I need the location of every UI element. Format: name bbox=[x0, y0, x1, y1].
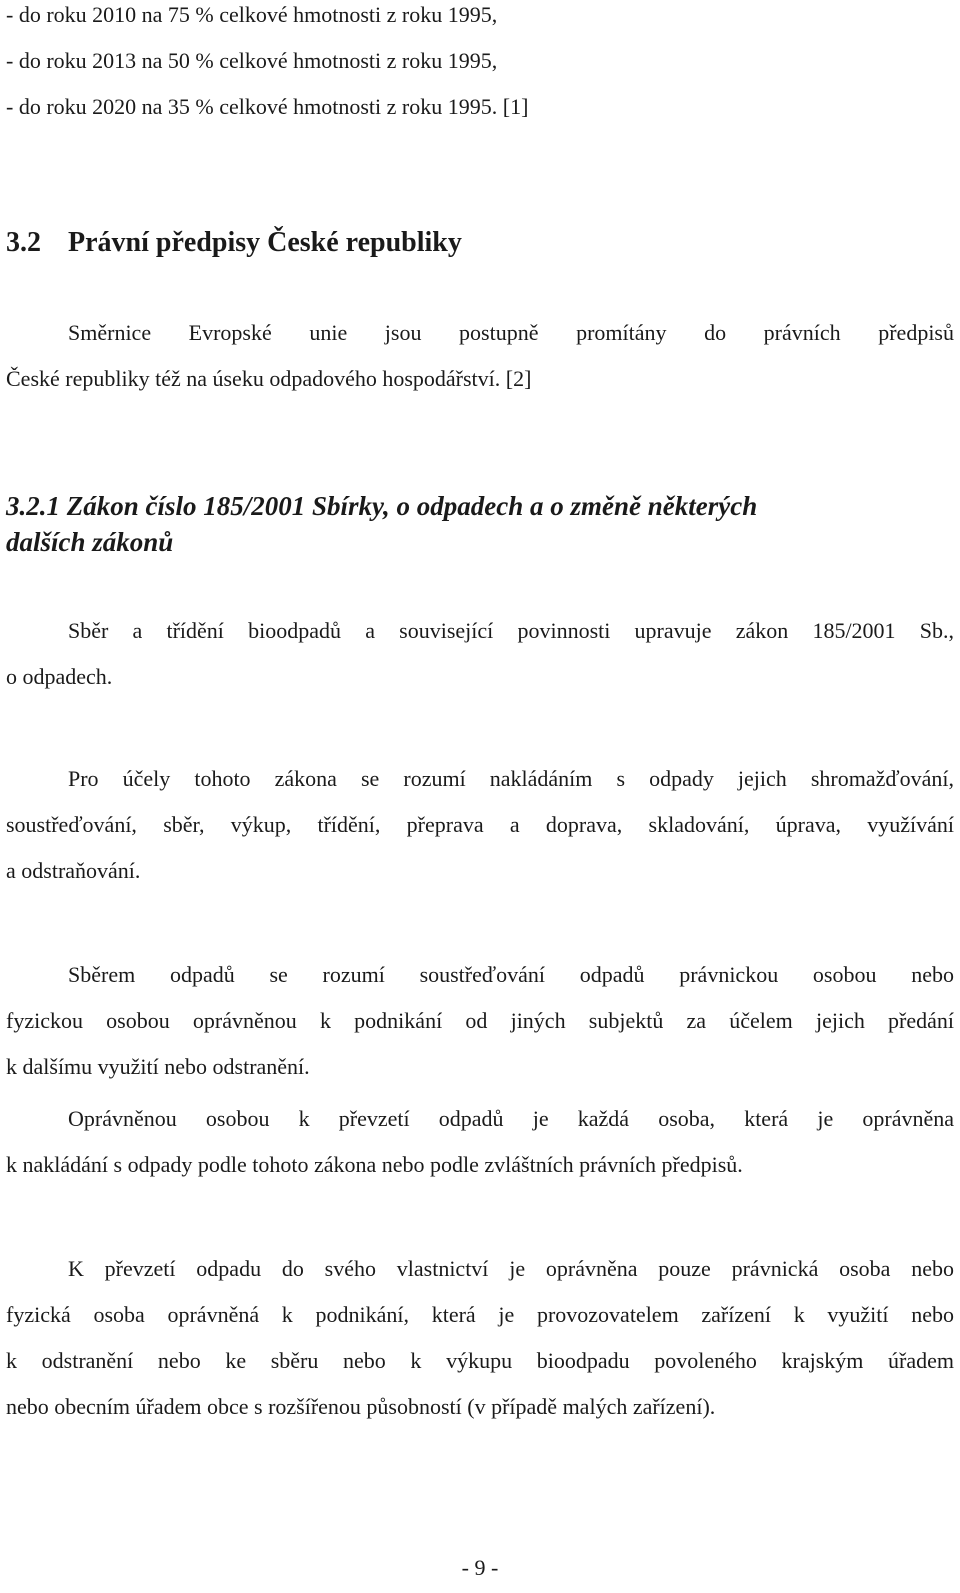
section-number: 3.2 bbox=[6, 227, 41, 258]
paragraph-line: České republiky též na úseku odpadového hospodářství. [2] bbox=[6, 366, 532, 391]
paragraph-line: a odstraňování. bbox=[6, 858, 141, 883]
subsection-heading-line: 3.2.1 Zákon číslo 185/2001 Sbírky, o odpadech a o změně některých bbox=[6, 491, 758, 521]
paragraph-line: K převzetí odpadu do svého vlastnictví je oprávněna pouze právnická osoba nebo bbox=[68, 1256, 954, 1281]
paragraph-line: soustřeďování, sběr, výkup, třídění, přeprava a doprava, skladování, úprava, využívání bbox=[6, 812, 954, 837]
list-item: - do roku 2013 na 50 % celkové hmotnosti z roku 1995, bbox=[6, 48, 498, 73]
paragraph-line: o odpadech. bbox=[6, 664, 113, 689]
page-number: - 9 - bbox=[461, 1555, 499, 1580]
section-title: Právní předpisy České republiky bbox=[68, 227, 462, 258]
section-heading bbox=[6, 226, 462, 260]
paragraph-line: Sběr a třídění bioodpadů a související povinnosti upravuje zákon 185/2001 Sb., bbox=[68, 618, 954, 643]
paragraph-line: Sběrem odpadů se rozumí soustřeďování odpadů právnickou osobou nebo bbox=[68, 962, 954, 987]
paragraph-line: Směrnice Evropské unie jsou postupně promítány do právních předpisů bbox=[68, 320, 954, 345]
paragraph-line: nebo obecním úřadem obce s rozšířenou působností (v případě malých zařízení). bbox=[6, 1394, 716, 1419]
paragraph-line: fyzickou osobou oprávněnou k podnikání od jiných subjektů za účelem jejich předání bbox=[6, 1008, 954, 1033]
list-item: - do roku 2020 na 35 % celkové hmotnosti z roku 1995. [1] bbox=[6, 94, 529, 119]
subsection-heading-line: dalších zákonů bbox=[6, 527, 174, 557]
paragraph-line: fyzická osoba oprávněná k podnikání, která je provozovatelem zařízení k využití nebo bbox=[6, 1302, 954, 1327]
paragraph-line: Pro účely tohoto zákona se rozumí nakládáním s odpady jejich shromažďování, bbox=[68, 766, 954, 791]
paragraph-line: k odstranění nebo ke sběru nebo k výkupu bioodpadu povoleného krajským úřadem bbox=[6, 1348, 954, 1373]
list-item: - do roku 2010 na 75 % celkové hmotnosti z roku 1995, bbox=[6, 2, 498, 27]
paragraph-line: Oprávněnou osobou k převzetí odpadů je každá osoba, která je oprávněna bbox=[68, 1106, 954, 1131]
paragraph-line: k nakládání s odpady podle tohoto zákona nebo podle zvláštních právních předpisů. bbox=[6, 1152, 743, 1177]
paragraph-line: k dalšímu využití nebo odstranění. bbox=[6, 1054, 310, 1079]
